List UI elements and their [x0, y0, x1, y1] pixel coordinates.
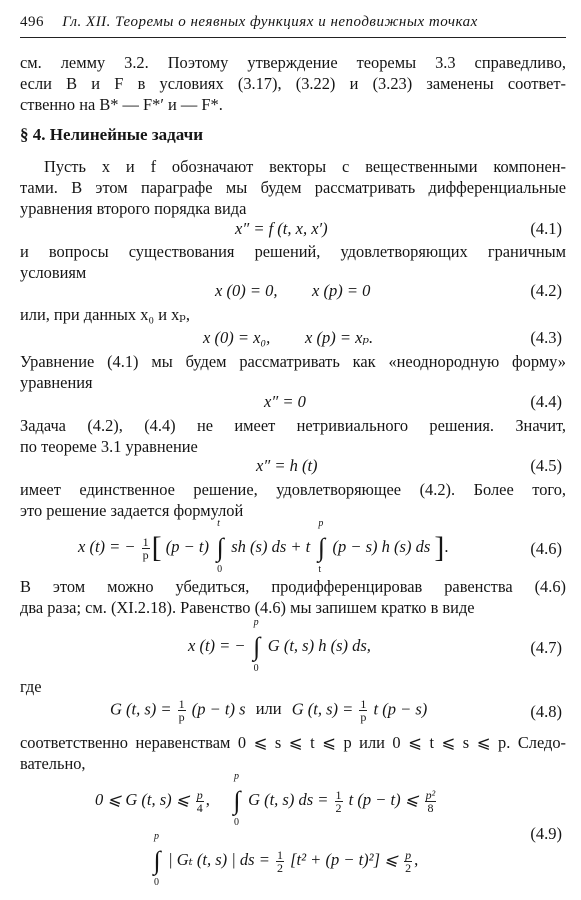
fraction-denominator: p	[142, 547, 149, 562]
fraction-denominator: 4	[196, 800, 203, 815]
paragraph-2	[20, 241, 566, 283]
page-number: 496	[20, 14, 44, 30]
fraction-denominator: 8	[427, 800, 434, 815]
equation-left: x (0) = 0,	[215, 281, 278, 300]
text-line: где	[20, 677, 42, 696]
fraction-numerator: p	[196, 787, 203, 802]
fraction	[425, 789, 437, 814]
fraction-numerator: 1	[178, 697, 185, 711]
eq-tail: .	[444, 536, 449, 556]
integral-upper-limit: p	[233, 771, 239, 782]
integral-sign: ∫ p t	[317, 518, 325, 575]
equation-4-5	[20, 456, 566, 478]
text-line: это решение задается формулой	[20, 501, 244, 520]
fraction-numerator: 1	[335, 787, 342, 802]
eq-lhs: x (t) = −	[78, 536, 136, 556]
equation-4-9-row-2	[20, 824, 566, 888]
eq-part: t (p − s)	[373, 699, 428, 719]
eq-integrand: (p − s) h (s) ds	[332, 536, 431, 556]
fraction-denominator: p	[178, 710, 185, 724]
fraction-denominator: p	[360, 710, 367, 724]
eq-part: (p − t) s	[191, 699, 246, 719]
equation-4-1	[20, 219, 566, 241]
text-line: соответственно неравенствам 0 ⩽ s ⩽ t ⩽ p или 0 ⩽ t ⩽ s ⩽ p. Следо-	[20, 733, 566, 752]
equation-number: (4.8)	[530, 702, 562, 721]
text-line: Пусть x и f обозначают векторы с вещественными компонен-	[44, 157, 566, 176]
integral-lower-limit: 0	[217, 564, 223, 575]
equation-number: (4.5)	[530, 456, 562, 475]
equation-number: (4.6)	[530, 539, 562, 558]
eq-part: G (t, s) =	[110, 699, 172, 719]
fraction	[142, 536, 150, 561]
integral-sign: ∫ p 0	[153, 831, 161, 888]
running-title: Гл. XII. Теоремы о неявных функциях и неподвижных точках	[62, 14, 478, 30]
equation-4-9-row-1	[20, 771, 566, 828]
text-line: и вопросы существования решений, удовлетворяющих граничным	[20, 242, 566, 261]
fraction-denominator: 2	[276, 860, 283, 875]
text-line: два раза; см. (XI.2.18). Равенство (4.6) мы запишем кратко в виде	[20, 598, 475, 617]
eq-integrand: G (t, s) h (s) ds,	[267, 635, 371, 655]
eq-integrand: | Gₜ (t, s) | ds =	[168, 849, 270, 869]
paragraph-1	[20, 156, 566, 219]
equation-4-7	[20, 617, 566, 674]
fraction-numerator: 1	[276, 847, 283, 862]
paragraph-8	[20, 676, 566, 697]
eq-comma: ,	[414, 849, 419, 869]
text-line: если B и F в условиях (3.17), (3.22) и (3.23) заменены соответ-	[20, 74, 566, 93]
equation-number: (4.3)	[530, 328, 562, 347]
text-line: ственно на B* — F*′ и — F*.	[20, 95, 223, 114]
integral-lower-limit: 0	[253, 663, 259, 674]
eq-term: (p − t)	[165, 536, 210, 556]
equation-left: x (0) = x₀,	[203, 328, 271, 347]
equation-number: (4.2)	[530, 281, 562, 300]
paragraph-5	[20, 415, 566, 457]
equation-number: (4.9)	[530, 824, 562, 843]
integral-sign: ∫ p 0	[253, 617, 261, 674]
equation-right: x (p) = xₚ.	[305, 328, 374, 347]
eq-comma: ,	[205, 789, 210, 809]
fraction-numerator: 1	[142, 534, 149, 549]
fraction	[196, 789, 204, 814]
equation-body: x″ = 0	[264, 392, 306, 411]
eq-lhs: x (t) = −	[188, 635, 246, 655]
integral-sign: ∫ p 0	[233, 771, 241, 828]
equation-4-3	[20, 328, 566, 350]
paragraph-3	[20, 304, 566, 325]
text-line: уравнения второго порядка вида	[20, 199, 247, 218]
paragraph-6	[20, 479, 566, 521]
fraction-numerator: p	[405, 847, 412, 862]
integral-upper-limit: p	[154, 831, 159, 842]
text-line: имеет единственное решение, удовлетворяющее (4.2). Более того,	[20, 480, 566, 499]
text-line: Уравнение (4.1) мы будем рассматривать как «неоднородную форму»	[20, 352, 566, 371]
equation-body	[188, 617, 371, 674]
integral-upper-limit: p	[318, 518, 324, 529]
eq-part: 0 ⩽ G (t, s) ⩽	[95, 789, 190, 809]
equation-4-6	[20, 518, 566, 575]
integral-upper-limit: t	[217, 518, 220, 529]
eq-part: G (t, s) =	[291, 699, 354, 719]
eq-part: [t² + (p − t)²] ⩽	[290, 849, 398, 869]
text-line: уравнения	[20, 373, 93, 392]
text-line: условиям	[20, 263, 87, 282]
intro-paragraph	[20, 52, 566, 115]
fraction	[276, 849, 284, 874]
text-line: см. лемму 3.2. Поэтому утверждение теоремы 3.3 справедливо,	[20, 53, 566, 72]
equation-body	[110, 698, 427, 723]
text-line: или, при данных x₀ и xₚ,	[20, 305, 190, 324]
equation-4-8	[20, 696, 566, 726]
left-bracket: [	[151, 531, 162, 564]
equation-right: x (p) = 0	[312, 281, 371, 300]
header-rule	[20, 37, 566, 38]
section-title: § 4. Нелинейные задачи	[20, 125, 203, 144]
text-line: вательно,	[20, 754, 86, 773]
eq-integrand: G (t, s) ds =	[248, 789, 329, 809]
equation-body: x″ = h (t)	[256, 456, 318, 475]
integral-sign: ∫ t 0	[216, 518, 224, 575]
text-line: В этом можно убедиться, продифференцировав равенства (4.6)	[20, 577, 566, 596]
fraction-denominator: 2	[335, 800, 342, 815]
equation-number: (4.1)	[530, 219, 562, 238]
eq-conjunction: или	[255, 699, 282, 719]
integral-lower-limit: 0	[154, 877, 159, 888]
equation-body	[150, 831, 419, 888]
equation-4-4	[20, 392, 566, 414]
fraction-numerator: 1	[360, 697, 367, 711]
equation-number: (4.7)	[530, 638, 562, 657]
running-header	[20, 14, 565, 31]
equation-number: (4.4)	[530, 392, 562, 411]
equation-body	[78, 518, 449, 575]
integral-upper-limit: p	[253, 617, 259, 628]
text-line: Задача (4.2), (4.4) не имеет нетривиального решения. Значит,	[20, 416, 566, 435]
equation-body: x″ = f (t, x, x′)	[235, 219, 328, 238]
fraction	[359, 698, 367, 723]
integral-lower-limit: t	[318, 564, 322, 575]
fraction	[178, 698, 186, 723]
paragraph-9	[20, 732, 566, 774]
eq-integrand: sh (s) ds + t	[231, 536, 311, 556]
equation-body	[95, 771, 438, 828]
text-line: по теореме 3.1 уравнение	[20, 437, 198, 456]
text-line: тами. В этом параграфе мы будем рассматривать дифференциальные	[20, 178, 566, 197]
fraction	[404, 849, 412, 874]
eq-part: t (p − t) ⩽	[348, 789, 419, 809]
fraction-numerator: p²	[425, 787, 436, 802]
fraction	[335, 789, 343, 814]
fraction-denominator: 2	[405, 860, 412, 875]
paragraph-7	[20, 576, 566, 618]
integral-lower-limit: 0	[233, 817, 239, 828]
paragraph-4	[20, 351, 566, 393]
equation-4-2	[20, 281, 566, 303]
right-bracket: ]	[434, 531, 445, 564]
